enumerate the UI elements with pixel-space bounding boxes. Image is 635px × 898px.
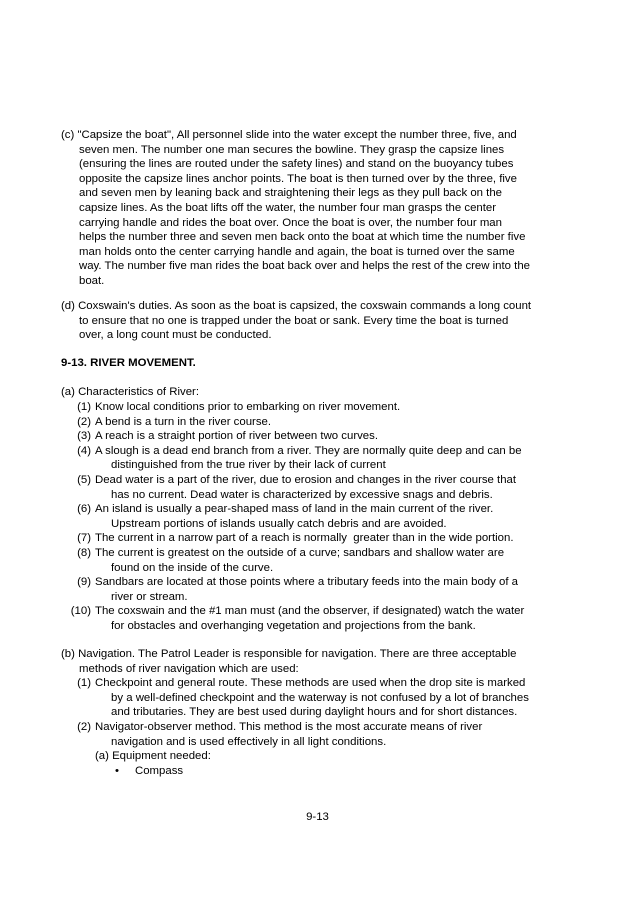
list-item-line: Dead water is a part of the river, due to erosion and changes in the river course that — [95, 474, 517, 486]
list-item-text — [95, 444, 522, 473]
list-item-line: found on the inside of the curve. — [111, 561, 274, 574]
list-item-number: (2) — [77, 415, 91, 428]
list-item-number: (2) — [77, 721, 91, 733]
list-item-text: Know local conditions prior to embarking on river movement. — [95, 401, 401, 413]
list-item-line: Navigator-observer method. This method is the most accurate means of river — [95, 721, 483, 733]
list-item-number: (7) — [77, 532, 91, 545]
list-item — [61, 720, 601, 750]
paragraph-c-line: (c) "Capsize the boat", All personnel slide into the water except the number three, five, and — [61, 129, 517, 141]
list-item-number: (10) — [70, 605, 91, 618]
paragraph-c-line: seven men. The number one man secures the bowline. They grasp the capsize lines — [79, 143, 505, 156]
paragraph-c-line: opposite the capsize lines anchor points. The boat is then turned over by the three, five — [79, 172, 517, 185]
list-item-line: has no current. Dead water is characterized by excessive snags and debris. — [111, 488, 493, 501]
list-item-line: A slough is a dead end branch from a river. They are normally quite deep and can be — [95, 444, 522, 457]
list-item-text — [95, 604, 524, 633]
list-item-text — [95, 676, 529, 720]
paragraph-c-line: boat. — [79, 274, 105, 287]
list-item-line: The coxswain and the #1 man must (and the observer, if designated) watch the water — [95, 605, 525, 618]
paragraph-a-title: (a) Characteristics of River: — [61, 386, 199, 398]
paragraph-c-line: (ensuring the lines are routed under the safety lines) and stand on the buoyancy tubes — [79, 158, 514, 171]
paragraph-c-line: way. The number five man rides the boat back over and helps the rest of the crew into the — [79, 260, 531, 273]
paragraph-b — [61, 647, 601, 676]
equipment-subheading: (a) Equipment needed: — [95, 750, 211, 763]
paragraph-d-line: over, a long count must be conducted. — [79, 329, 272, 342]
list-item-number: (9) — [77, 576, 91, 589]
list-item-number: (4) — [77, 444, 91, 457]
list-item-line: by a well-defined checkpoint and the waterway is not confused by a lot of branches — [111, 691, 529, 704]
list-item-number: (5) — [77, 474, 91, 486]
list-item-text — [95, 720, 482, 749]
paragraph-c — [61, 128, 601, 289]
list-item-text: A bend is a turn in the river course. — [95, 415, 272, 428]
list-item-number: (6) — [77, 503, 91, 516]
list-item — [61, 400, 601, 415]
list-item — [61, 502, 601, 532]
list-item-line: Upstream portions of islands usually catch debris and are avoided. — [111, 517, 447, 530]
list-item — [61, 429, 601, 444]
paragraph-b-line: methods of river navigation which are used: — [79, 662, 299, 675]
paragraph-b-line: (b) Navigation. The Patrol Leader is responsible for navigation. There are three acceptable — [61, 648, 517, 660]
bullet-text: Compass — [135, 764, 184, 777]
list-item-line: The current is greatest on the outside of a curve; sandbars and shallow water are — [95, 547, 505, 559]
paragraph-c-line: helps the number three and seven men back onto the boat at which time the number five — [79, 231, 526, 244]
list-item — [61, 473, 601, 503]
list-item — [61, 546, 601, 576]
list-item-line: river or stream. — [111, 590, 188, 603]
list-item-number: (3) — [77, 430, 91, 443]
paragraph-d-line: (d) Coxswain's duties. As soon as the boat is capsized, the coxswain commands a long count — [61, 300, 532, 312]
section-heading: 9-13. RIVER MOVEMENT. — [61, 357, 196, 369]
list-item-text — [95, 575, 518, 604]
list-item-number: (1) — [77, 401, 91, 413]
paragraph-c-line: man holds onto the center carrying handle and again, the boat is turned over the same — [79, 245, 515, 258]
list-item-text — [95, 473, 516, 502]
list-item — [61, 676, 601, 721]
bullet-dot-icon: • — [115, 764, 119, 777]
paragraph-d-line: to ensure that no one is trapped under the boat or sank. Every time the boat is turned — [79, 314, 509, 327]
list-item — [61, 604, 601, 634]
paragraph-c-line: and seven men by leaning back and straightening their legs as they pull back on the — [79, 187, 502, 200]
list-item-text — [95, 546, 504, 575]
list-item — [61, 575, 601, 605]
list-item-line: and tributaries. They are best used during daylight hours and for short distances. — [111, 706, 518, 719]
list-item — [61, 444, 601, 474]
bullet-item — [115, 764, 315, 779]
list-item-text: The current in a narrow part of a reach is normally greater than in the wide portion. — [95, 532, 514, 545]
list-item-number: (8) — [77, 547, 91, 559]
paragraph-c-line: capsize lines. As the boat lifts off the water, the number four man grasps the center — [79, 201, 497, 214]
list-item-line: Checkpoint and general route. These methods are used when the drop site is marked — [95, 677, 526, 690]
list-item-number: (1) — [77, 677, 91, 690]
list-item-line: An island is usually a pear-shaped mass of land in the main current of the river. — [95, 503, 494, 516]
list-item-line: Sandbars are located at those points where a tributary feeds into the main body of a — [95, 576, 518, 589]
list-item-text — [95, 502, 493, 531]
list-item-line: for obstacles and overhanging vegetation and projections from the bank. — [111, 619, 476, 632]
paragraph-c-line: carrying handle and rides the boat over. Once the boat is over, the number four man — [79, 216, 502, 229]
list-item — [61, 415, 601, 430]
list-item — [61, 531, 601, 546]
paragraph-d — [61, 299, 601, 343]
list-item-line: distinguished from the true river by their lack of current — [111, 459, 386, 472]
list-item-text: A reach is a straight portion of river between two curves. — [95, 430, 379, 443]
list-item-line: navigation and is used effectively in all light conditions. — [111, 735, 387, 748]
page-number: 9-13 — [306, 811, 329, 823]
